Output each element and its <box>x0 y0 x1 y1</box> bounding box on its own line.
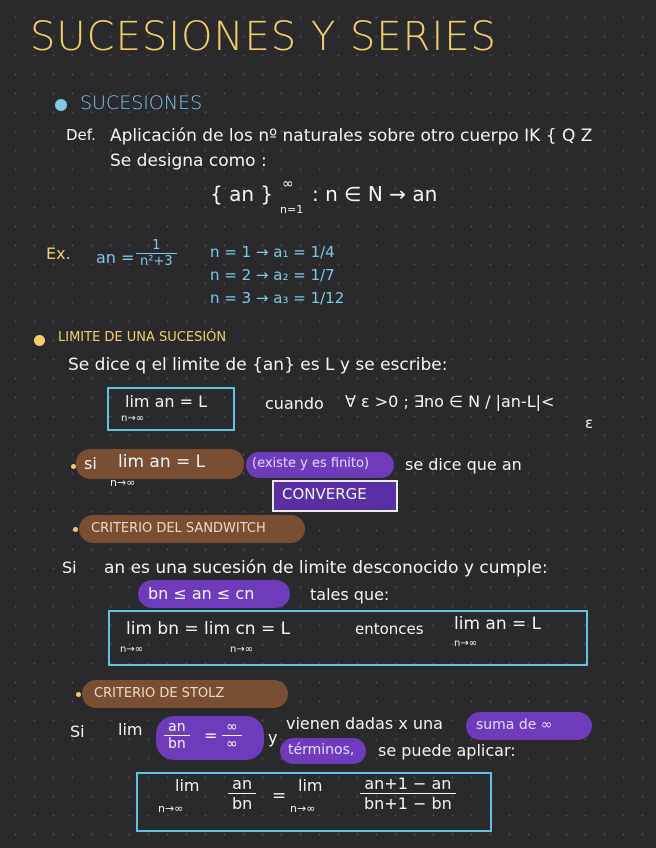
stolz-text2: se puede aplicar: <box>378 741 516 760</box>
conv-sub: n→∞ <box>110 476 136 489</box>
frac-numerator: an+1 − an <box>360 774 456 794</box>
set-tail: : n ∈ N → an <box>312 182 438 206</box>
sandwich-entonces: entonces <box>355 620 424 638</box>
frac-denominator: bn <box>168 736 186 752</box>
stolz-pill2: términos, <box>288 742 355 758</box>
page-title: SUCESIONES Y SERIES <box>30 14 497 60</box>
ex-numerator: 1 <box>136 238 177 254</box>
sandwich-tales: tales que: <box>310 585 390 604</box>
set-sub: n=1 <box>280 203 304 216</box>
section-heading-sandwich: CRITERIO DEL SANDWITCH <box>91 521 266 536</box>
ex-row: n = 2 → a₂ = 1/7 <box>210 266 335 284</box>
box-fraction-2 <box>360 774 456 813</box>
bullet-icon <box>76 692 81 697</box>
stolz-lim: lim <box>118 720 143 739</box>
frac-numerator: an <box>164 719 190 736</box>
ex-row: n = 1 → a₁ = 1/4 <box>210 243 335 261</box>
section-heading-stolz: CRITERIO DE STOLZ <box>94 686 225 701</box>
bullet-icon <box>73 527 78 532</box>
section-heading-limite: LIMITE DE UNA SUCESIÓN <box>58 330 227 345</box>
frac-denominator: bn+1 − bn <box>364 794 452 813</box>
set-sup: ∞ <box>282 176 294 192</box>
cuando-text: cuando <box>265 394 324 413</box>
box-fraction-1 <box>228 774 256 813</box>
box-lim: lim <box>298 776 323 795</box>
box-eq: = <box>272 786 287 806</box>
sub-label: n→∞ <box>230 644 254 655</box>
converge-label: CONVERGE <box>282 485 367 503</box>
stolz-pill1: suma de ∞ <box>476 717 553 733</box>
conv-si: si <box>84 454 97 473</box>
box-sub: n→∞ <box>290 802 316 815</box>
conv-pill-text: (existe y es finito) <box>252 456 370 471</box>
epsilon: ε <box>585 414 594 432</box>
ex-row: n = 3 → a₃ = 1/12 <box>210 289 345 307</box>
stolz-si: Si <box>70 722 85 741</box>
box-lim: lim an = L <box>125 392 207 411</box>
ex-fraction <box>136 238 177 269</box>
conv-tail: se dice que an <box>405 455 522 474</box>
sandwich-box-expr: lim bn = lim cn = L <box>126 619 291 639</box>
sandwich-si: Si <box>62 558 77 577</box>
stolz-text1: vienen dadas x una <box>286 714 443 733</box>
stolz-fraction <box>164 719 190 752</box>
set-notation: { an } <box>210 182 274 206</box>
bullet-icon <box>34 335 45 346</box>
box-lim: lim <box>175 776 200 795</box>
conv-lim: lim an = L <box>118 452 206 472</box>
sandwich-pill-text: bn ≤ an ≤ cn <box>148 584 255 603</box>
ex-denominator: n²+3 <box>140 254 173 269</box>
sandwich-line1: an es una sucesión de limite desconocido y cumple: <box>104 558 548 578</box>
stolz-inf-fraction <box>222 719 242 752</box>
frac-denominator: bn <box>232 794 253 813</box>
stolz-y: y <box>268 728 278 747</box>
limite-intro: Se dice q el limite de {an} es L y se escribe: <box>68 355 448 375</box>
condition-text: ∀ ε >0 ; ∃no ∈ N / |an-L|< <box>345 392 555 411</box>
sandwich-box-result: lim an = L <box>454 614 542 634</box>
stolz-eq: = <box>204 726 218 745</box>
sub-label: n→∞ <box>120 644 144 655</box>
section-heading-sucesiones: SUCESIONES <box>80 92 203 114</box>
frac-numerator: an <box>228 774 256 794</box>
def-line-2: Se designa como : <box>110 151 267 171</box>
ex-label: Ex. <box>46 244 71 263</box>
sub-label: n→∞ <box>454 638 478 649</box>
def-label: Def. <box>66 126 96 144</box>
frac-numerator: ∞ <box>222 719 242 736</box>
box-sub: n→∞ <box>121 413 145 424</box>
def-line-1: Aplicación de los nº naturales sobre otro cuerpo IK { Q Z <box>110 126 593 146</box>
box-sub: n→∞ <box>158 802 184 815</box>
frac-denominator: ∞ <box>226 736 238 752</box>
bullet-icon <box>55 99 67 111</box>
ex-an: an = <box>96 248 135 267</box>
